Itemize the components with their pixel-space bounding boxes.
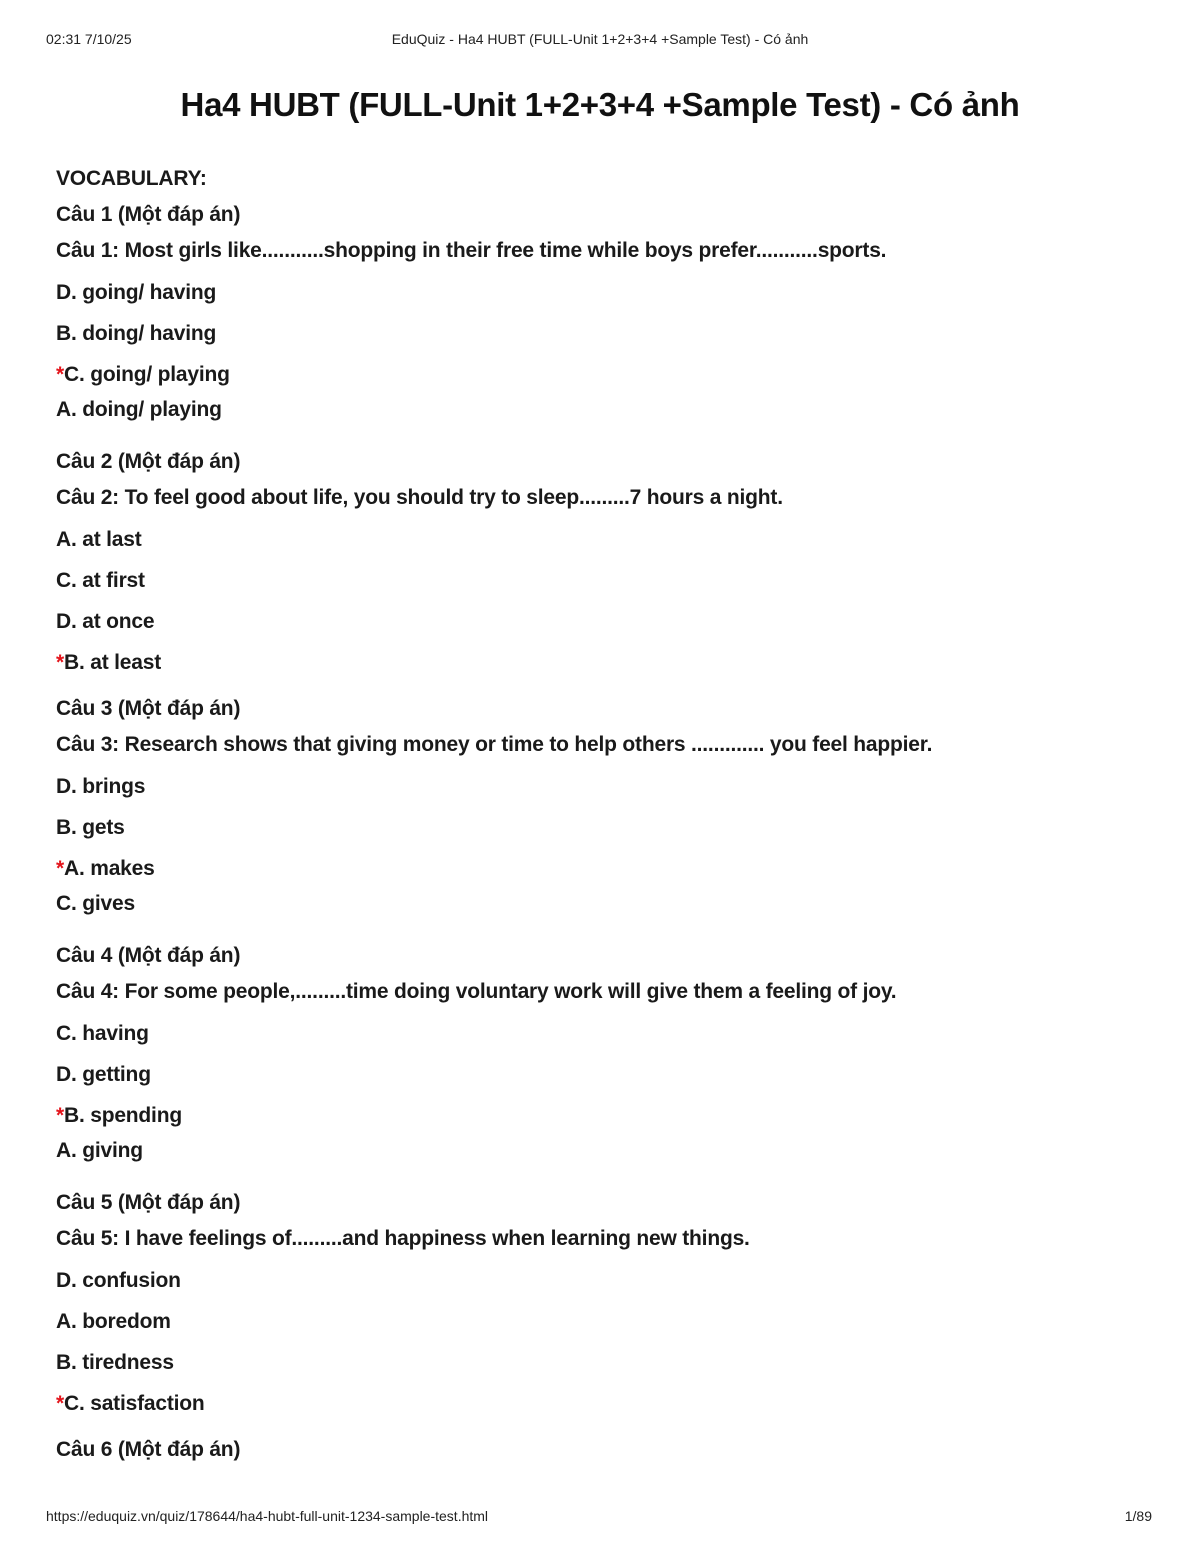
correct-answer-mark: * xyxy=(56,363,64,386)
option-label: C. at first xyxy=(56,569,145,592)
answer-option xyxy=(56,775,145,799)
page-number: 1/89 xyxy=(1124,1508,1152,1524)
option-label: D. confusion xyxy=(56,1269,181,1292)
answer-option xyxy=(56,281,216,305)
option-label: A. boredom xyxy=(56,1310,171,1333)
answer-option xyxy=(56,569,145,593)
print-page-title: EduQuiz - Ha4 HUBT (FULL-Unit 1+2+3+4 +Sample Test) - Có ảnh xyxy=(391,31,809,47)
answer-option xyxy=(56,1139,143,1163)
answer-option xyxy=(56,651,161,675)
answer-option xyxy=(56,892,135,916)
print-datetime: 02:31 7/10/25 xyxy=(46,31,132,47)
correct-answer-mark: * xyxy=(56,651,64,674)
option-label: D. getting xyxy=(56,1063,151,1086)
answer-option xyxy=(56,816,125,840)
question-text: Câu 1: Most girls like...........shopping in their free time while boys prefer...........sports. xyxy=(56,239,887,262)
option-label: C. having xyxy=(56,1022,149,1045)
option-label: C. going/ playing xyxy=(63,363,230,386)
option-label: A. giving xyxy=(56,1139,143,1162)
question-heading: Câu 2 (Một đáp án) xyxy=(56,450,241,473)
answer-option xyxy=(56,1104,182,1128)
question-text: Câu 3: Research shows that giving money or time to help others ............. you feel happier. xyxy=(56,733,933,756)
option-label: B. doing/ having xyxy=(56,322,217,345)
question-heading: Câu 5 (Một đáp án) xyxy=(56,1191,241,1214)
question-heading: Câu 4 (Một đáp án) xyxy=(56,944,241,967)
correct-answer-mark: * xyxy=(56,857,64,880)
answer-option xyxy=(56,528,142,552)
option-label: C. satisfaction xyxy=(63,1392,205,1415)
question-text: Câu 5: I have feelings of.........and happiness when learning new things. xyxy=(56,1227,750,1250)
option-label: B. gets xyxy=(56,816,125,839)
answer-option xyxy=(56,363,230,387)
document-title: Ha4 HUBT (FULL-Unit 1+2+3+4 +Sample Test) - Có ảnh xyxy=(180,86,1020,123)
question-text: Câu 4: For some people,.........time doing voluntary work will give them a feeling of joy. xyxy=(56,980,897,1003)
answer-option xyxy=(56,1269,181,1293)
answer-option xyxy=(56,1022,149,1046)
answer-option xyxy=(56,398,222,422)
answer-option xyxy=(56,1310,171,1334)
section-heading: VOCABULARY: xyxy=(56,167,207,190)
answer-option xyxy=(56,322,216,346)
option-label: D. going/ having xyxy=(56,281,217,304)
question-heading: Câu 6 (Một đáp án) xyxy=(56,1438,241,1461)
correct-answer-mark: * xyxy=(56,1392,64,1415)
answer-option xyxy=(56,857,155,881)
question-text: Câu 2: To feel good about life, you should try to sleep.........7 hours a night. xyxy=(56,486,783,509)
correct-answer-mark: * xyxy=(56,1104,64,1127)
print-url: https://eduquiz.vn/quiz/178644/ha4-hubt-full-unit-1234-sample-test.html xyxy=(46,1508,489,1524)
option-label: C. gives xyxy=(56,892,135,915)
answer-option xyxy=(56,1063,151,1087)
option-label: B. spending xyxy=(63,1104,182,1127)
question-heading: Câu 3 (Một đáp án) xyxy=(56,697,241,720)
option-label: B. at least xyxy=(63,651,161,674)
option-label: A. at last xyxy=(56,528,142,551)
option-label: D. at once xyxy=(56,610,155,633)
answer-option xyxy=(56,1351,174,1375)
answer-option xyxy=(56,1392,205,1416)
question-heading: Câu 1 (Một đáp án) xyxy=(56,203,241,226)
option-label: A. makes xyxy=(63,857,155,880)
answer-option xyxy=(56,610,154,634)
option-label: D. brings xyxy=(56,775,146,798)
option-label: A. doing/ playing xyxy=(56,398,222,421)
option-label: B. tiredness xyxy=(56,1351,174,1374)
